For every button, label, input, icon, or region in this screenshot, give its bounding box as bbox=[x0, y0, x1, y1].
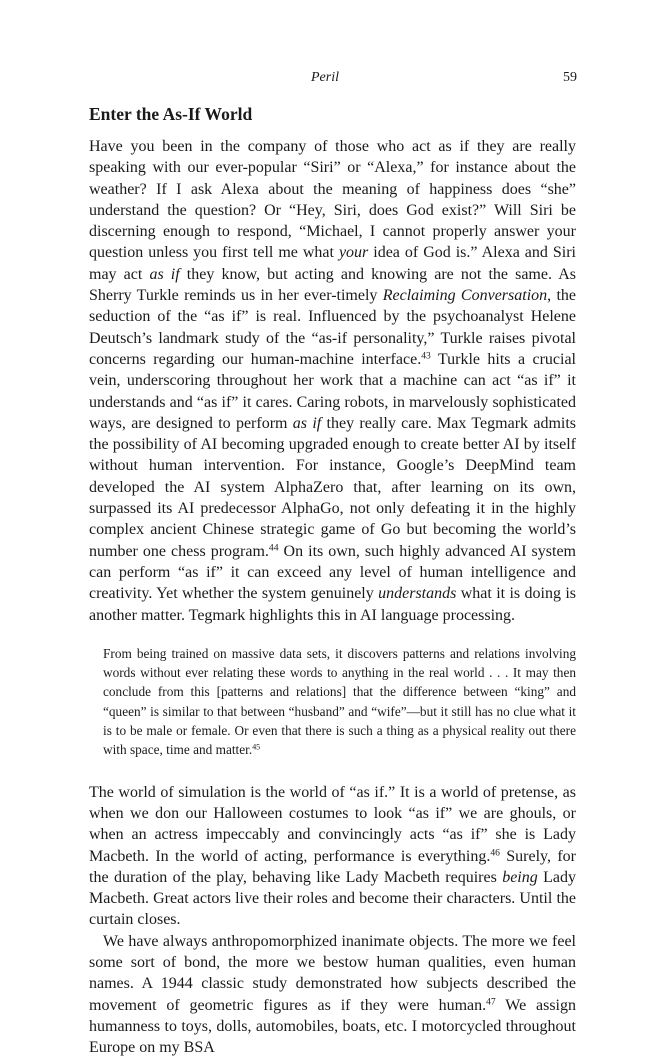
footnote-ref-44: 44 bbox=[268, 542, 279, 554]
emphasis: as if bbox=[149, 265, 180, 283]
text-run: Turkle hits a crucial vein, underscoring throughout her work that a machine can act “as if” it understands and “as if” it cares. Caring robots, in marvelously sophisticated ways, are designed to perform bbox=[89, 350, 576, 432]
page-number: 59 bbox=[563, 70, 577, 85]
book-title: Reclaiming Conversation bbox=[382, 287, 548, 305]
block-quote bbox=[103, 644, 576, 760]
page-content bbox=[89, 104, 576, 1058]
text-run: Surely, for the duration of the play, behaving like Lady Macbeth requires bbox=[89, 847, 577, 886]
footnote-ref-45: 45 bbox=[252, 742, 261, 752]
footnote-ref-46: 46 bbox=[490, 847, 500, 859]
footnote-ref-47: 47 bbox=[486, 996, 496, 1008]
text-run: Lady Macbeth. Great actors live their roles and become their characters. Until the curtain closes. bbox=[89, 868, 576, 929]
footnote-ref-43: 43 bbox=[421, 350, 431, 362]
text-run: The world of simulation is the world of “as if.” It is a world of pretense, as when we don our Halloween costumes to look “as if” we are ghouls, or when an actress impeccably and convincingly acts “as if” she is Lady Macbeth. In the world of acting, performance is everything. bbox=[89, 783, 576, 865]
text-run: idea of God is.” Alexa and Siri may act bbox=[89, 244, 577, 283]
text-run: , the seduction of the “as if” is real. Influenced by the psychoanalyst Helene Deutsch’s landmark study of the “as-if personality,” Turkle raises pivotal concerns regarding our human-machine interface. bbox=[89, 287, 577, 368]
text-run: We have always anthropomorphized inanimate objects. The more we feel some sort of bond, the more we bestow human qualities, even human names. A 1944 classic study demonstrated how subjects described the movement of geometric figures as if they were human. bbox=[89, 932, 576, 1014]
text-run: On its own, such highly advanced AI system can perform “as if” it can exceed any level of human intelligence and creativity. Yet whether the system genuinely bbox=[89, 542, 577, 603]
text-run: We assign humanness to toys, dolls, automobiles, boats, etc. I motorcycled throughout Europe on my BSA bbox=[89, 996, 576, 1057]
body-paragraph-1 bbox=[89, 136, 576, 626]
text-run: they really care. Max Tegmark admits the possibility of AI becoming upgraded enough to create better AI by itself without human intervention. For instance, Google’s DeepMind team developed the AI system AlphaZero that, after learning on its own, surpassed its AI predecessor AlphaGo, not only defeating it in the highly complex ancient Chinese strategic game of Go but becoming the world’s number one chess program. bbox=[89, 414, 577, 560]
emphasis: as if bbox=[292, 414, 322, 432]
running-head bbox=[0, 70, 650, 90]
text-run: Have you been in the company of those who act as if they are really speaking with our ever-popular “Siri” or “Alexa,” for instance about the weather? If I ask Alexa about the meaning of happiness does “she” understand the question? Or “Hey, Siri, does God exist?” Will Siri be discerning enough to respond, “Michael, I cannot properly answer your question unless you first tell me what bbox=[89, 138, 576, 262]
body-paragraph-2 bbox=[89, 782, 576, 931]
body-paragraph-3 bbox=[89, 931, 576, 1058]
emphasis: your bbox=[338, 244, 369, 262]
text-run: they know, but acting and knowing are not the same. As Sherry Turkle reminds us in her ever-timely bbox=[89, 265, 577, 305]
quote-text: From being trained on massive data sets, it discovers patterns and relations involving words without ever relating these words to anything in the real world . . . It may then conclude from this [patterns and relations] that the difference between “king” and “queen” is similar to that between “husband” and “wife”—but it still has no clue what it is to be male or female. Or even that there is such a thing as a physical reality out there with space, time and matter. bbox=[103, 645, 576, 758]
running-title: Peril bbox=[311, 70, 339, 85]
emphasis: understands bbox=[378, 585, 457, 603]
emphasis: being bbox=[502, 868, 538, 886]
section-heading: Enter the As-If World bbox=[89, 104, 253, 124]
text-run: what it is doing is another matter. Tegmark highlights this in AI language processing. bbox=[89, 585, 576, 624]
